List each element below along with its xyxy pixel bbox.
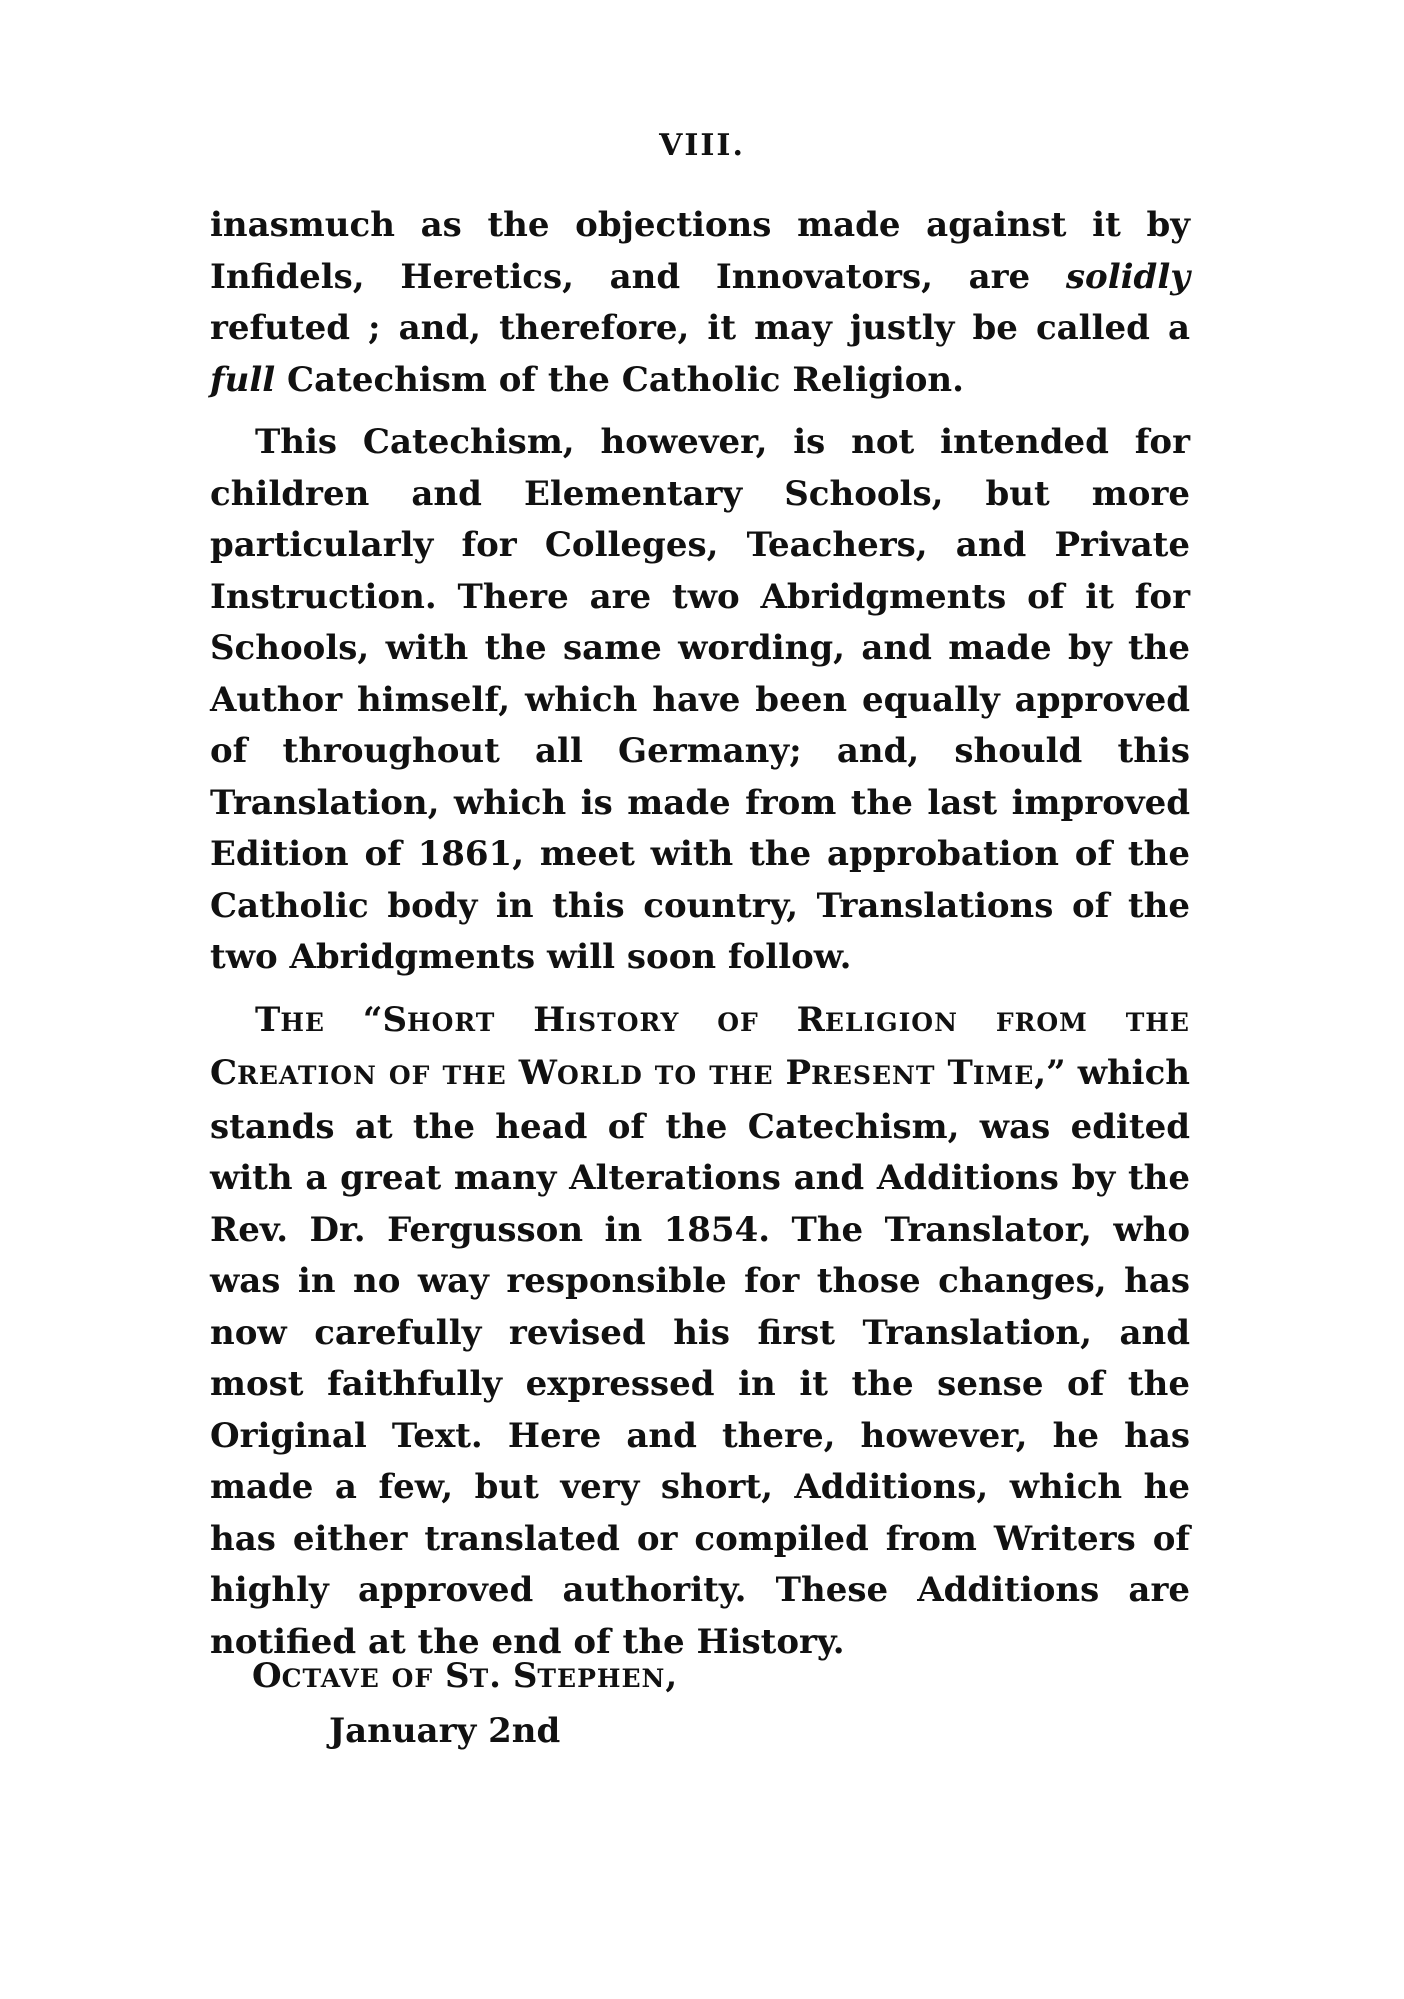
small-caps-text: THE “SHORT HISTORY OF RELIGION FROM THE CREATION OF THE WORLD TO THE PRESENT TIME,” <box>210 999 1190 1093</box>
page-number: VIII. <box>659 128 745 163</box>
body-text <box>210 200 1190 1679</box>
paragraph-2 <box>210 417 1190 984</box>
paragraph-3 <box>210 995 1190 1669</box>
text-run: This Catechism, however, is not intended for children and Elementary Schools, but more particularly for Colleges, Teachers, and Private Instruction. There are two Abridgments of it for Schools, with the same wording, and made by the Author himself, which have been equally approved of throughout all Germany; and, should this Translation, which is made from the last improved Edition of 1861, meet with the approbation of the Catholic body in this country, Translations of the two Abridgments will soon follow. <box>210 422 1190 977</box>
text-run: Catechism of the Catholic Religion. <box>275 359 964 400</box>
text-run: inasmuch as the objections made against it by Infidels, Heretics, and Innovators, are <box>210 205 1190 297</box>
paragraph-1 <box>210 200 1190 406</box>
signature-date-feast <box>252 1656 677 1696</box>
small-caps-text: OCTAVE OF ST. STEPHEN, <box>252 1656 678 1696</box>
text-run: which stands at the head of the Catechism, was edited with a great many Alterations and Additions by the Rev. Dr. Fergusson in 1854. The Translator, who was in no way responsible for those changes, has now carefully revised his first Translation, and most faithfully expressed in it the sense of the Original Text. Here and there, however, he has made a few, but very short, Additions, which he has either translated or compiled from Writers of highly approved authority. These Additions are notified at the end of the History. <box>210 1053 1191 1662</box>
signature-date: January 2nd <box>329 1711 561 1751</box>
italic-emphasis: solidly <box>1065 256 1190 297</box>
text-run: refuted ; and, therefore, it may justly be called a <box>210 308 1190 348</box>
italic-emphasis: full <box>210 359 276 400</box>
signature-block <box>252 1650 677 1757</box>
